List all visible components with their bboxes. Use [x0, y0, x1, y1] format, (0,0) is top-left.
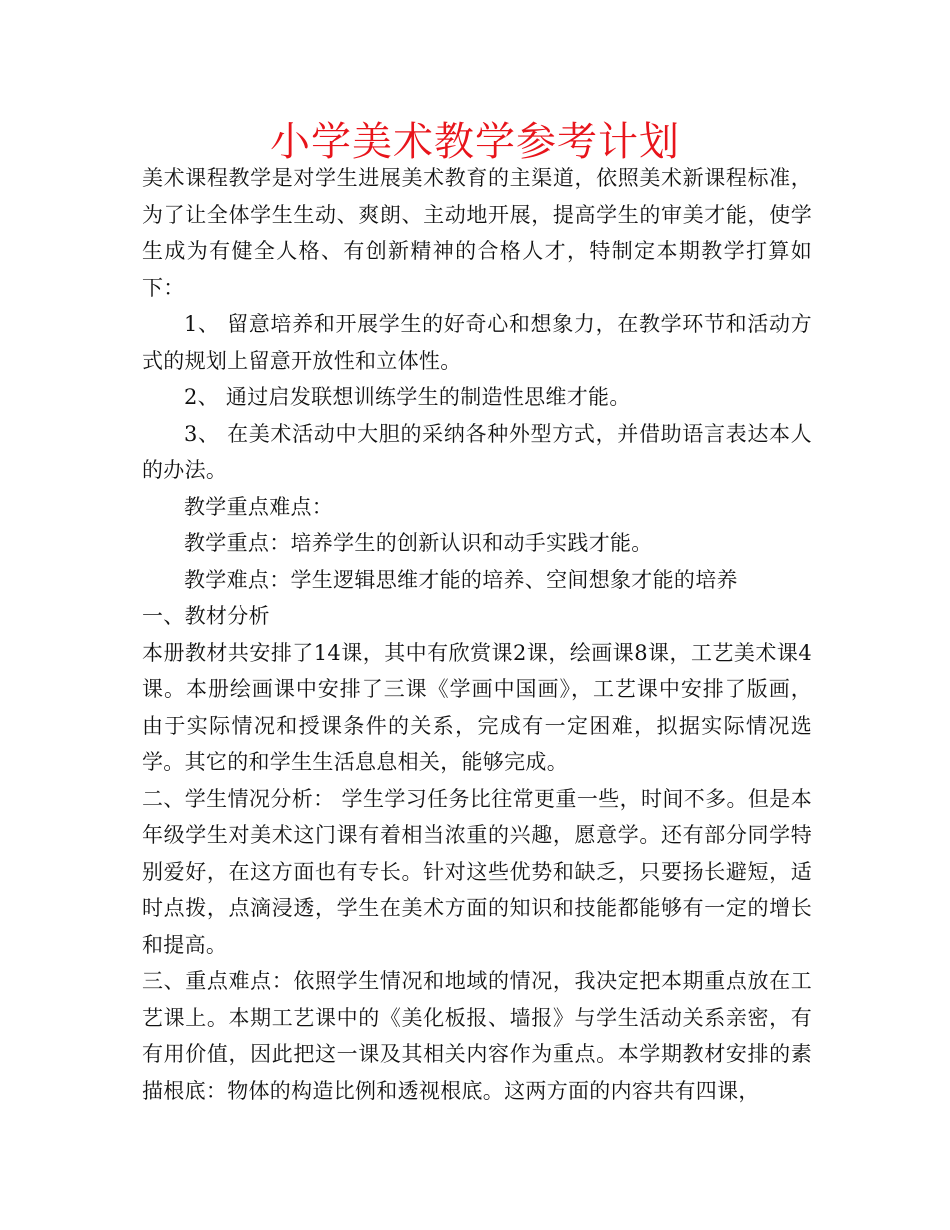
section-heading-textbook-analysis: 一、教材分析 — [142, 604, 270, 628]
paragraph-intro: 美术课程教学是对学生进展美术教育的主渠道，依照美术新课程标准，为了让全体学生生动、爽朗、主动地开展，提高学生的审美才能，使学生成为有健全人格、有创新精神的合格人才，特制定本期教学打算如下： — [142, 166, 812, 300]
paragraph-focus-difficulties: 三、重点难点：依照学生情况和地域的情况，我决定把本期重点放在工艺课上。本期工艺课中的《美化板报、墙报》与学生活动关系亲密，有有用价值，因此把这一课及其相关内容作为重点。本学期教材安排的素描根底：物体的构造比例和透视根底。这两方面的内容共有四课， — [142, 969, 812, 1103]
document-title: 小学美术教学参考计划 — [270, 119, 680, 165]
paragraph-item-3: 3、 在美术活动中大胆的采纳各种外型方式，并借助语言表达本人的办法。 — [142, 421, 812, 482]
paragraph-item-1: 1、 留意培养和开展学生的好奇心和想象力，在教学环节和活动方式的规划上留意开放性和立体性。 — [142, 312, 812, 373]
paragraph-difficulty: 教学难点：学生逻辑思维才能的培养、空间想象才能的培养 — [184, 567, 738, 592]
paragraph-key-point: 教学重点：培养学生的创新认识和动手实践才能。 — [184, 531, 653, 555]
paragraph-item-2: 2、 通过启发联想训练学生的制造性思维才能。 — [184, 385, 631, 409]
paragraph-student-analysis: 二、学生情况分析： 学生学习任务比往常更重一些，时间不多。但是本年级学生对美术这门课有着相当浓重的兴趣，愿意学。还有部分同学特别爱好，在这方面也有专长。针对这些优势和缺乏，只要扬长避短，适时点拨，点滴浸透，学生在美术方面的知识和技能都能够有一定的增长和提高。 — [142, 786, 812, 957]
paragraph-key-points-heading: 教学重点难点： — [184, 494, 334, 519]
document-body — [142, 160, 812, 1109]
paragraph-textbook-analysis: 本册教材共安排了14课，其中有欣赏课2课，绘画课8课，工艺美术课4课。本册绘画课中安排了三课《学画中国画》，工艺课中安排了版画，由于实际情况和授课条件的关系，完成有一定困难，拟据实际情况选学。其它的和学生生活息息相关，能够完成。 — [142, 640, 812, 774]
